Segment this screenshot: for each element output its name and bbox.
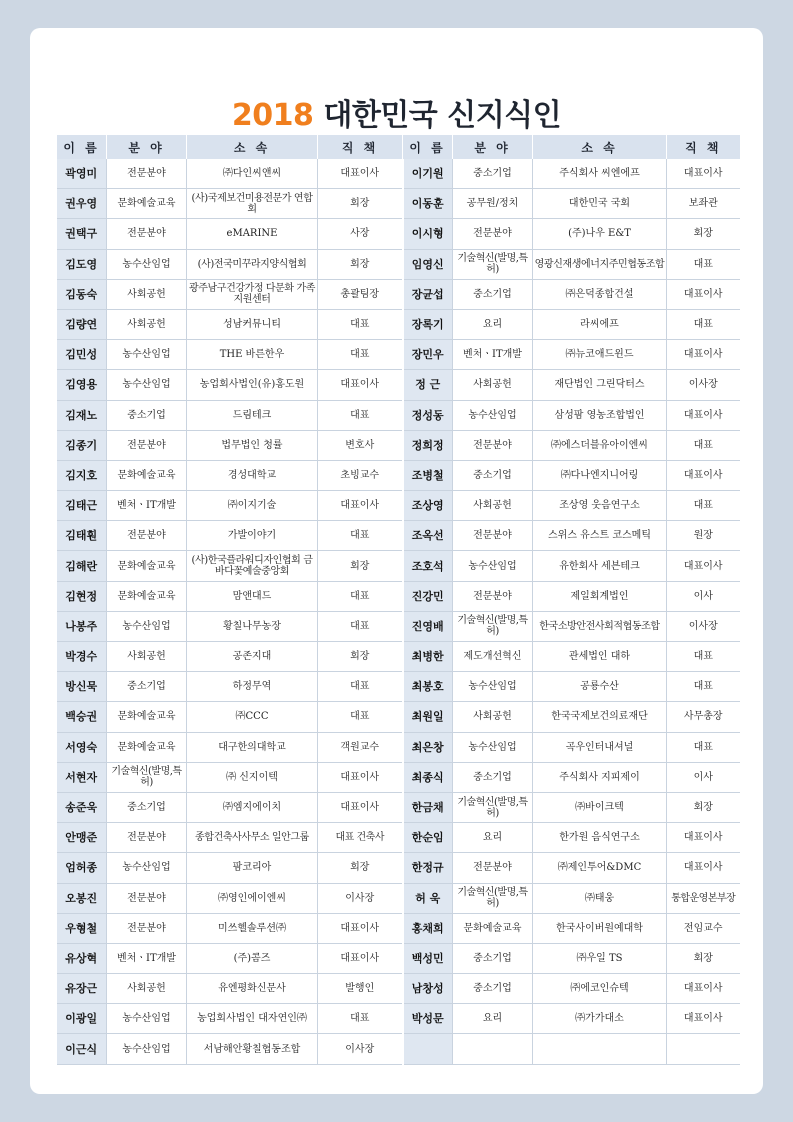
person-field: 사회공헌 bbox=[107, 974, 187, 1004]
person-position: 통합운영본부장 bbox=[667, 883, 740, 913]
person-name: 서현자 bbox=[57, 762, 107, 792]
person-position: 대표 bbox=[667, 732, 740, 762]
person-affiliation: ㈜에스더블유아이엔씨 bbox=[533, 430, 667, 460]
table-row bbox=[57, 309, 740, 339]
person-affiliation: ㈜ 신지이텍 bbox=[187, 762, 318, 792]
person-position: 회장 bbox=[667, 943, 740, 973]
person-field: 벤처ㆍIT개발 bbox=[107, 943, 187, 973]
person-affiliation: 황칠나무농장 bbox=[187, 611, 318, 641]
table-row bbox=[57, 400, 740, 430]
person-field: 농수산임업 bbox=[107, 1034, 187, 1064]
person-affiliation: 팜코리아 bbox=[187, 853, 318, 883]
person-affiliation: 조상영 웃음연구소 bbox=[533, 491, 667, 521]
person-name: 백성민 bbox=[403, 943, 453, 973]
person-affiliation: 주식회사 씨엔에프 bbox=[533, 159, 667, 189]
person-position: 대표 bbox=[318, 702, 403, 732]
person-position: 대표이사 bbox=[667, 400, 740, 430]
person-name: 진강민 bbox=[403, 581, 453, 611]
person-position: 대표 건축사 bbox=[318, 823, 403, 853]
person-position: 사무총장 bbox=[667, 702, 740, 732]
table-row bbox=[57, 792, 740, 822]
person-name: 최봉호 bbox=[403, 672, 453, 702]
table-row bbox=[57, 853, 740, 883]
person-name: 안맹준 bbox=[57, 823, 107, 853]
person-name: 진영배 bbox=[403, 611, 453, 641]
person-field: 벤처ㆍIT개발 bbox=[107, 491, 187, 521]
header-name: 이 름 bbox=[403, 135, 453, 159]
person-name: 우형철 bbox=[57, 913, 107, 943]
table-row bbox=[57, 340, 740, 370]
person-name: 김해란 bbox=[57, 551, 107, 581]
person-name: 최은창 bbox=[403, 732, 453, 762]
person-field: 사회공헌 bbox=[453, 702, 533, 732]
person-name: 한순임 bbox=[403, 823, 453, 853]
person-affiliation: 대구한의대학교 bbox=[187, 732, 318, 762]
person-affiliation: 대한민국 국회 bbox=[533, 189, 667, 219]
table-row bbox=[57, 460, 740, 490]
person-affiliation: 종합건축사사무소 일안그룹 bbox=[187, 823, 318, 853]
person-position: 대표이사 bbox=[318, 370, 403, 400]
header-position: 직 책 bbox=[667, 135, 740, 159]
person-field: 전문분야 bbox=[453, 219, 533, 249]
person-position: 대표 bbox=[318, 611, 403, 641]
title-text: 대한민국 신지식인 bbox=[323, 98, 562, 133]
person-affiliation: ㈜다인씨앤씨 bbox=[187, 159, 318, 189]
person-position: 대표이사 bbox=[318, 491, 403, 521]
person-affiliation: 미쓰헬솔루션㈜ bbox=[187, 913, 318, 943]
person-name: 임영신 bbox=[403, 249, 453, 279]
table-row bbox=[57, 883, 740, 913]
person-field: 벤처ㆍIT개발 bbox=[453, 340, 533, 370]
table-row bbox=[57, 249, 740, 279]
person-name: 김동숙 bbox=[57, 279, 107, 309]
person-affiliation: 재단법인 그린닥터스 bbox=[533, 370, 667, 400]
person-affiliation: ㈜에코인슈텍 bbox=[533, 974, 667, 1004]
person-position: 대표 bbox=[318, 521, 403, 551]
person-affiliation: ㈜CCC bbox=[187, 702, 318, 732]
person-name: 이기원 bbox=[403, 159, 453, 189]
person-field: 농수산임업 bbox=[453, 672, 533, 702]
person-field: 전문분야 bbox=[107, 883, 187, 913]
header-affiliation: 소 속 bbox=[187, 135, 318, 159]
person-position: 대표 bbox=[318, 581, 403, 611]
person-name: 박경수 bbox=[57, 642, 107, 672]
person-position: 대표이사 bbox=[667, 551, 740, 581]
table-row bbox=[57, 581, 740, 611]
person-name: 이근식 bbox=[57, 1034, 107, 1064]
person-affiliation: 영광신재생에너지주민협동조합 bbox=[533, 249, 667, 279]
person-field: 중소기업 bbox=[107, 400, 187, 430]
person-field: 기술혁신(발명,특허) bbox=[453, 611, 533, 641]
person-name: 백승권 bbox=[57, 702, 107, 732]
person-position: 대표이사 bbox=[667, 1004, 740, 1034]
person-affiliation: 가발이야기 bbox=[187, 521, 318, 551]
person-position: 발행인 bbox=[318, 974, 403, 1004]
person-name: 나봉주 bbox=[57, 611, 107, 641]
person-name: 김태근 bbox=[57, 491, 107, 521]
person-affiliation: (사)한국플라워디자인협회 금바다꽃예술중앙회 bbox=[187, 551, 318, 581]
person-position: 대표이사 bbox=[667, 159, 740, 189]
person-field: 문화예술교육 bbox=[453, 913, 533, 943]
person-affiliation: 한국국제보건의료재단 bbox=[533, 702, 667, 732]
person-field: 문화예술교육 bbox=[107, 581, 187, 611]
person-affiliation: ㈜엠지에이치 bbox=[187, 792, 318, 822]
person-field: 사회공헌 bbox=[453, 491, 533, 521]
person-position: 대표이사 bbox=[667, 974, 740, 1004]
person-affiliation: ㈜우일 TS bbox=[533, 943, 667, 973]
person-affiliation: 서남해안황칠협동조합 bbox=[187, 1034, 318, 1064]
person-affiliation: 성남커뮤니티 bbox=[187, 309, 318, 339]
person-name: 김지호 bbox=[57, 460, 107, 490]
person-position: 대표이사 bbox=[667, 460, 740, 490]
table-row bbox=[57, 1004, 740, 1034]
person-field: 전문분야 bbox=[107, 219, 187, 249]
header-field: 분 야 bbox=[107, 135, 187, 159]
person-position: 대표이사 bbox=[667, 279, 740, 309]
person-affiliation: 주식회사 지피제이 bbox=[533, 762, 667, 792]
person-name: 한금채 bbox=[403, 792, 453, 822]
person-position: 대표 bbox=[318, 400, 403, 430]
person-position: 이사 bbox=[667, 581, 740, 611]
table-row bbox=[57, 672, 740, 702]
person-field: 문화예술교육 bbox=[107, 702, 187, 732]
person-name: 조옥선 bbox=[403, 521, 453, 551]
title-year: 2018 bbox=[231, 98, 314, 133]
person-name: 김영용 bbox=[57, 370, 107, 400]
person-position: 대표 bbox=[667, 642, 740, 672]
person-affiliation: 공존지대 bbox=[187, 642, 318, 672]
person-position: 대표이사 bbox=[667, 853, 740, 883]
table-row bbox=[57, 279, 740, 309]
person-position: 보좌관 bbox=[667, 189, 740, 219]
person-field: 기술혁신(발명,특허) bbox=[453, 249, 533, 279]
person-position: 대표 bbox=[667, 672, 740, 702]
table-row bbox=[57, 943, 740, 973]
person-affiliation: ㈜가가대소 bbox=[533, 1004, 667, 1034]
person-field: 전문분야 bbox=[453, 521, 533, 551]
person-position bbox=[667, 1034, 740, 1064]
person-field: 요리 bbox=[453, 309, 533, 339]
person-name: 최원일 bbox=[403, 702, 453, 732]
person-position: 대표이사 bbox=[318, 792, 403, 822]
person-name: 장록기 bbox=[403, 309, 453, 339]
person-position: 객원교수 bbox=[318, 732, 403, 762]
person-name: 홍채희 bbox=[403, 913, 453, 943]
person-affiliation: 공룡수산 bbox=[533, 672, 667, 702]
person-affiliation: 라씨에프 bbox=[533, 309, 667, 339]
person-field: 사회공헌 bbox=[453, 370, 533, 400]
person-affiliation: 제일회계법인 bbox=[533, 581, 667, 611]
person-affiliation: (사)국제보건미용전문가 연합회 bbox=[187, 189, 318, 219]
table-row bbox=[57, 551, 740, 581]
person-position: 회장 bbox=[667, 219, 740, 249]
person-field: 농수산임업 bbox=[107, 370, 187, 400]
person-affiliation: 경성대학교 bbox=[187, 460, 318, 490]
person-position: 원장 bbox=[667, 521, 740, 551]
person-name: 조호석 bbox=[403, 551, 453, 581]
person-name: 김민성 bbox=[57, 340, 107, 370]
person-name bbox=[403, 1034, 453, 1064]
person-affiliation: 스위스 유스트 코스메틱 bbox=[533, 521, 667, 551]
person-field: 농수산임업 bbox=[107, 249, 187, 279]
person-field: 중소기업 bbox=[107, 792, 187, 822]
header-field: 분 야 bbox=[453, 135, 533, 159]
person-position: 대표이사 bbox=[318, 913, 403, 943]
table-row bbox=[57, 370, 740, 400]
person-field: 문화예술교육 bbox=[107, 551, 187, 581]
person-field: 제도개선혁신 bbox=[453, 642, 533, 672]
person-field: 농수산임업 bbox=[107, 1004, 187, 1034]
person-field bbox=[453, 1034, 533, 1064]
person-field: 사회공헌 bbox=[107, 309, 187, 339]
person-affiliation: (사)전국미꾸라지양식협회 bbox=[187, 249, 318, 279]
person-name: 김현정 bbox=[57, 581, 107, 611]
person-field: 농수산임업 bbox=[107, 611, 187, 641]
person-position: 대표 bbox=[667, 430, 740, 460]
header-name: 이 름 bbox=[57, 135, 107, 159]
person-affiliation: ㈜이지기술 bbox=[187, 491, 318, 521]
person-position: 전임교수 bbox=[667, 913, 740, 943]
person-affiliation: ㈜태웅 bbox=[533, 883, 667, 913]
person-field: 문화예술교육 bbox=[107, 189, 187, 219]
person-name: 방신묵 bbox=[57, 672, 107, 702]
person-affiliation: 유한회사 세븐테크 bbox=[533, 551, 667, 581]
person-field: 농수산임업 bbox=[107, 853, 187, 883]
person-name: 허 욱 bbox=[403, 883, 453, 913]
person-name: 남창성 bbox=[403, 974, 453, 1004]
person-position: 초빙교수 bbox=[318, 460, 403, 490]
table-row bbox=[57, 430, 740, 460]
person-name: 최병한 bbox=[403, 642, 453, 672]
person-name: 정희정 bbox=[403, 430, 453, 460]
person-field: 기술혁신(발명,특허) bbox=[453, 883, 533, 913]
person-name: 송준욱 bbox=[57, 792, 107, 822]
person-affiliation: 삼성팜 영농조합법인 bbox=[533, 400, 667, 430]
person-field: 전문분야 bbox=[453, 853, 533, 883]
table-row bbox=[57, 159, 740, 189]
person-name: 유장근 bbox=[57, 974, 107, 1004]
person-field: 전문분야 bbox=[453, 430, 533, 460]
table-row bbox=[57, 521, 740, 551]
table-row bbox=[57, 732, 740, 762]
person-position: 이사장 bbox=[318, 1034, 403, 1064]
person-affiliation: ㈜뉴코애드윈드 bbox=[533, 340, 667, 370]
person-name: 김량연 bbox=[57, 309, 107, 339]
person-field: 중소기업 bbox=[453, 460, 533, 490]
person-field: 요리 bbox=[453, 1004, 533, 1034]
header-position: 직 책 bbox=[318, 135, 403, 159]
person-affiliation: 농업회사법인(유)홍도원 bbox=[187, 370, 318, 400]
person-position: 이사장 bbox=[667, 370, 740, 400]
person-position: 회장 bbox=[667, 792, 740, 822]
person-name: 한정규 bbox=[403, 853, 453, 883]
person-position: 대표 bbox=[667, 491, 740, 521]
person-position: 이사장 bbox=[667, 611, 740, 641]
person-field: 중소기업 bbox=[453, 279, 533, 309]
person-affiliation: ㈜영인에이엔씨 bbox=[187, 883, 318, 913]
person-affiliation: THE 바른한우 bbox=[187, 340, 318, 370]
person-position: 사장 bbox=[318, 219, 403, 249]
table-row bbox=[57, 823, 740, 853]
person-position: 회장 bbox=[318, 853, 403, 883]
person-field: 전문분야 bbox=[107, 823, 187, 853]
person-field: 전문분야 bbox=[453, 581, 533, 611]
table-row bbox=[57, 762, 740, 792]
person-field: 중소기업 bbox=[453, 974, 533, 1004]
person-position: 대표 bbox=[667, 309, 740, 339]
table-row bbox=[57, 702, 740, 732]
person-field: 문화예술교육 bbox=[107, 732, 187, 762]
person-field: 전문분야 bbox=[107, 913, 187, 943]
person-field: 전문분야 bbox=[107, 430, 187, 460]
person-affiliation: ㈜바이크텍 bbox=[533, 792, 667, 822]
header-affiliation: 소 속 bbox=[533, 135, 667, 159]
person-field: 공무원/정치 bbox=[453, 189, 533, 219]
table-row bbox=[57, 913, 740, 943]
table-row bbox=[57, 1034, 740, 1064]
table-row bbox=[57, 219, 740, 249]
person-field: 중소기업 bbox=[453, 159, 533, 189]
laureate-table bbox=[56, 135, 740, 1065]
person-position: 회장 bbox=[318, 249, 403, 279]
person-affiliation: 관세법인 대하 bbox=[533, 642, 667, 672]
person-name: 장균섭 bbox=[403, 279, 453, 309]
person-affiliation: ㈜다나엔지니어링 bbox=[533, 460, 667, 490]
person-position: 대표이사 bbox=[318, 159, 403, 189]
person-affiliation: 한국소방안전사회적협동조합 bbox=[533, 611, 667, 641]
person-name: 권택구 bbox=[57, 219, 107, 249]
person-name: 장민우 bbox=[403, 340, 453, 370]
person-field: 중소기업 bbox=[453, 943, 533, 973]
person-position: 회장 bbox=[318, 642, 403, 672]
person-position: 대표이사 bbox=[667, 340, 740, 370]
table-header-row bbox=[57, 135, 740, 159]
person-name: 오봉진 bbox=[57, 883, 107, 913]
person-position: 총괄팀장 bbox=[318, 279, 403, 309]
person-name: 유상혁 bbox=[57, 943, 107, 973]
person-name: 이동훈 bbox=[403, 189, 453, 219]
table-row bbox=[57, 611, 740, 641]
person-name: 최종식 bbox=[403, 762, 453, 792]
person-field: 사회공헌 bbox=[107, 642, 187, 672]
person-name: 서영숙 bbox=[57, 732, 107, 762]
person-position: 회장 bbox=[318, 551, 403, 581]
person-position: 회장 bbox=[318, 189, 403, 219]
table-row bbox=[57, 642, 740, 672]
person-affiliation: 맘앤대드 bbox=[187, 581, 318, 611]
person-affiliation: 한국사이버원예대학 bbox=[533, 913, 667, 943]
person-affiliation: 법무법인 청률 bbox=[187, 430, 318, 460]
person-field: 중소기업 bbox=[107, 672, 187, 702]
person-field: 농수산임업 bbox=[453, 400, 533, 430]
person-name: 권우영 bbox=[57, 189, 107, 219]
person-name: 김태훤 bbox=[57, 521, 107, 551]
table-row bbox=[57, 491, 740, 521]
person-position: 대표 bbox=[318, 1004, 403, 1034]
person-position: 대표이사 bbox=[667, 823, 740, 853]
person-position: 대표 bbox=[318, 309, 403, 339]
person-field: 기술혁신(발명,특허) bbox=[453, 792, 533, 822]
person-affiliation: (주)콤즈 bbox=[187, 943, 318, 973]
person-field: 전문분야 bbox=[107, 521, 187, 551]
person-field: 기술혁신(발명,특허) bbox=[107, 762, 187, 792]
person-affiliation: 하정무역 bbox=[187, 672, 318, 702]
person-position: 이사 bbox=[667, 762, 740, 792]
person-affiliation: 농업회사법인 대자연인㈜ bbox=[187, 1004, 318, 1034]
person-name: 이시형 bbox=[403, 219, 453, 249]
table-row bbox=[57, 189, 740, 219]
person-name: 곽영미 bbox=[57, 159, 107, 189]
person-field: 농수산임업 bbox=[107, 340, 187, 370]
table-row bbox=[57, 974, 740, 1004]
person-position: 변호사 bbox=[318, 430, 403, 460]
person-affiliation bbox=[533, 1034, 667, 1064]
person-affiliation: 드림테크 bbox=[187, 400, 318, 430]
person-name: 이광일 bbox=[57, 1004, 107, 1034]
person-name: 조병철 bbox=[403, 460, 453, 490]
person-position: 대표 bbox=[318, 672, 403, 702]
person-affiliation: 한가원 음식연구소 bbox=[533, 823, 667, 853]
person-name: 정 근 bbox=[403, 370, 453, 400]
person-field: 문화예술교육 bbox=[107, 460, 187, 490]
person-position: 대표이사 bbox=[318, 943, 403, 973]
person-affiliation: ㈜은덕종합건설 bbox=[533, 279, 667, 309]
person-affiliation: 광주남구건강가정 다문화 가족지원센터 bbox=[187, 279, 318, 309]
person-field: 중소기업 bbox=[453, 762, 533, 792]
person-name: 김종기 bbox=[57, 430, 107, 460]
person-affiliation: 곡우인터내셔널 bbox=[533, 732, 667, 762]
person-field: 농수산임업 bbox=[453, 732, 533, 762]
person-affiliation: eMARINE bbox=[187, 219, 318, 249]
person-affiliation: 유엔평화신문사 bbox=[187, 974, 318, 1004]
person-position: 대표이사 bbox=[318, 762, 403, 792]
person-name: 김도영 bbox=[57, 249, 107, 279]
person-position: 대표 bbox=[318, 340, 403, 370]
person-name: 조상영 bbox=[403, 491, 453, 521]
person-field: 전문분야 bbox=[107, 159, 187, 189]
person-name: 엄허종 bbox=[57, 853, 107, 883]
person-field: 사회공헌 bbox=[107, 279, 187, 309]
person-affiliation: (주)나우 E&T bbox=[533, 219, 667, 249]
person-position: 대표 bbox=[667, 249, 740, 279]
person-field: 요리 bbox=[453, 823, 533, 853]
person-affiliation: ㈜제인투어&DMC bbox=[533, 853, 667, 883]
person-name: 정성동 bbox=[403, 400, 453, 430]
person-name: 김재노 bbox=[57, 400, 107, 430]
person-field: 농수산임업 bbox=[453, 551, 533, 581]
person-name: 박성문 bbox=[403, 1004, 453, 1034]
page-title bbox=[30, 90, 763, 134]
person-position: 이사장 bbox=[318, 883, 403, 913]
